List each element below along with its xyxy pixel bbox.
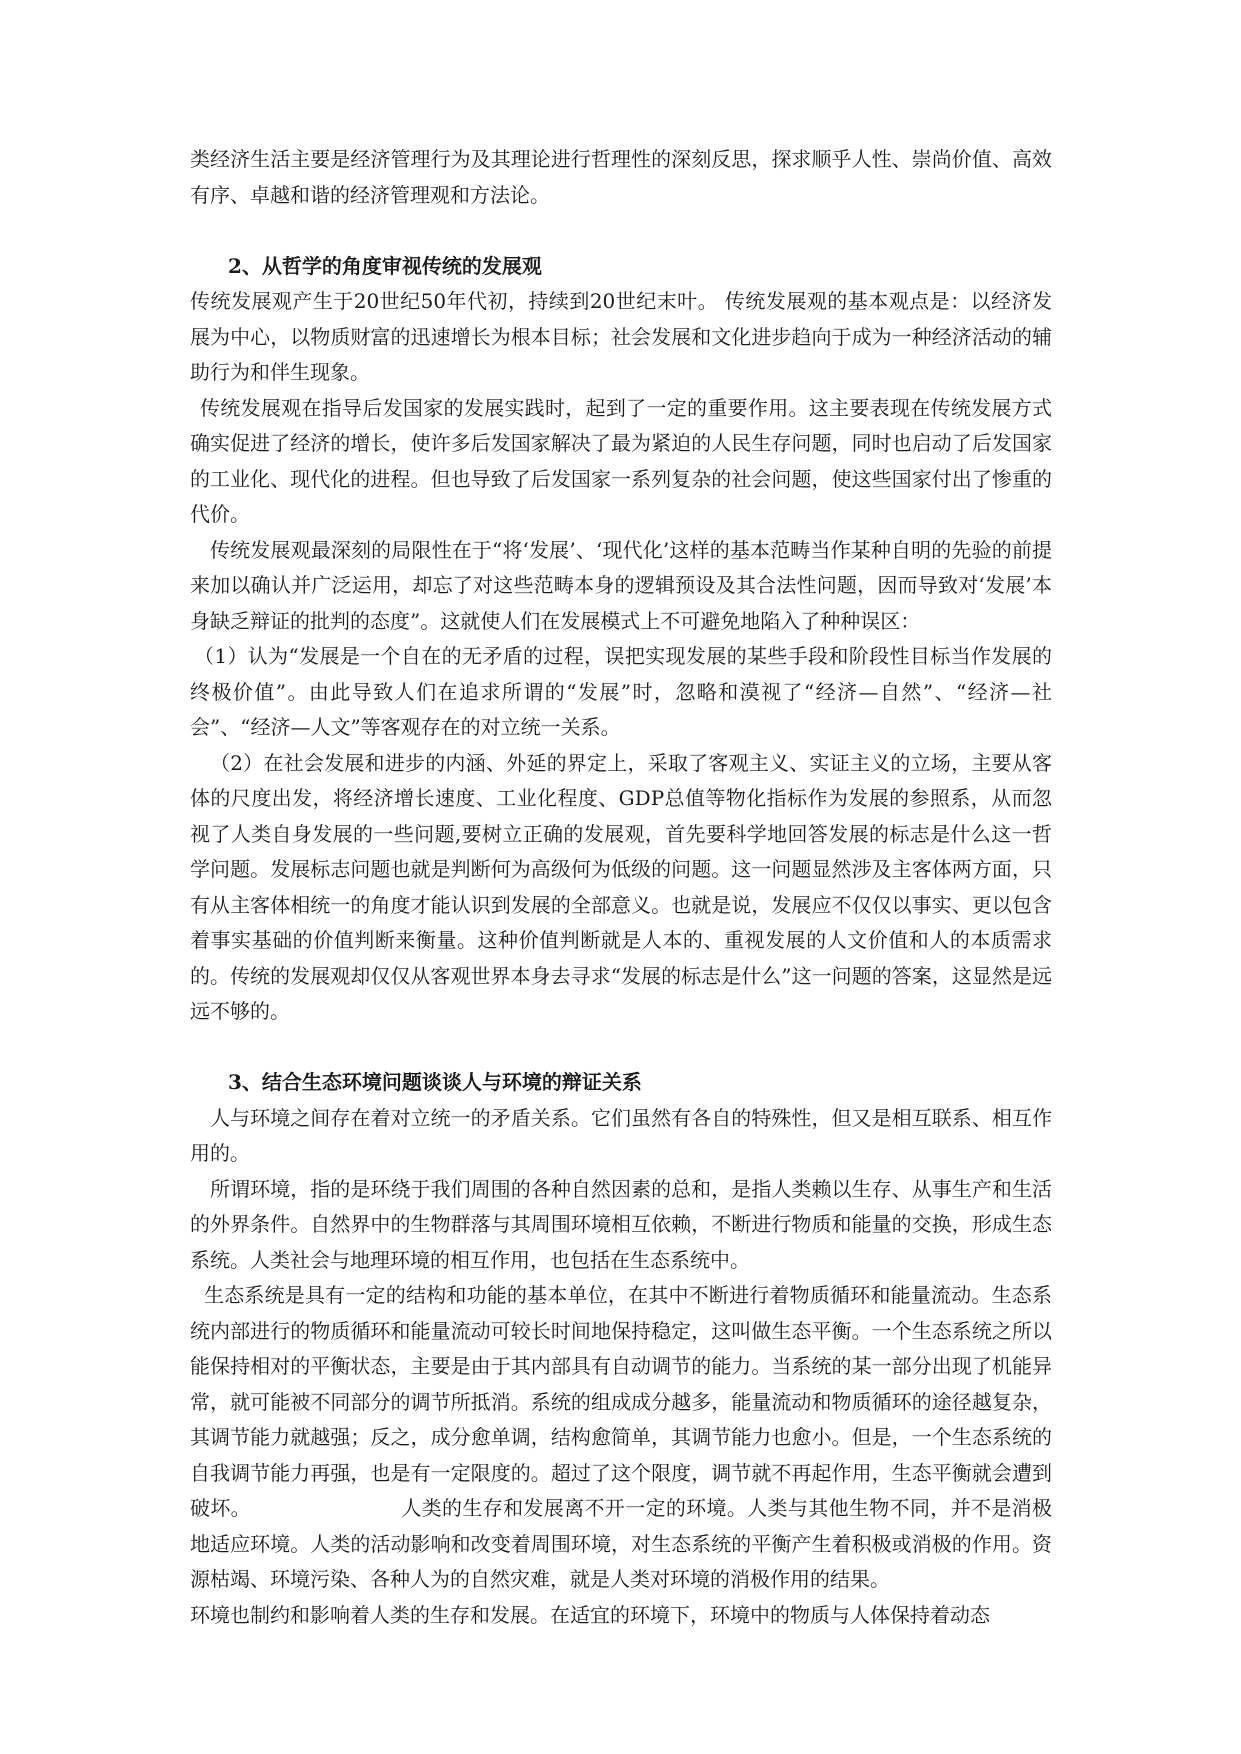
- section-2-paragraph-2: 传统发展观在指导后发国家的发展实践时，起到了一定的重要作用。这主要表现在传统发展方式确实促进了经济的增长，使许多后发国家解决了最为紧迫的人民生存问题，同时也启动了后发国家的工业化、现代化的进程。但也导致了后发国家一系列复杂的社会问题，使这些国家付出了惨重的代价。: [190, 395, 1052, 526]
- spacer: [190, 213, 1052, 249]
- section-3-paragraph-1: 人与环境之间存在着对立统一的矛盾关系。它们虽然有各自的特殊性，但又是相互联系、相互作用的。: [190, 1105, 1052, 1165]
- section-3-paragraph-3-part-1: 生态系统是具有一定的结构和功能的基本单位，在其中不断进行着物质循环和能量流动。生态系统内部进行的物质循环和能量流动可较长时间地保持稳定，这叫做生态平衡。一个生态系统之所以能保持相对的平衡状态，主要是由于其内部具有自动调节的能力。当系统的某一部分出现了机能异常，就可能被不同部分的调节所抵消。系统的组成成分越多，能量流动和物质循环的途径越复杂，其调节能力就越强；反之，成分愈单调，结构愈简单，其调节能力也愈小。但是，一个生态系统的自我调节能力再强，也是有一定限度的。超过了这个限度，调节就不再起作用，生态平衡就会遭到破坏。: [190, 1283, 1052, 1520]
- section-3-paragraph-3-part-2: 人类的生存和发展离不开一定的环境。人类与其他生物不同，并不是消极地适应环境。人类的活动影响和改变着周围环境，对生态系统的平衡产生着积极或消极的作用。资源枯竭、环境污染、各种人为的自然灾难，就是人类对环境的消极作用的结果。: [190, 1496, 1053, 1591]
- section-2-heading: 2、从哲学的角度审视传统的发展观: [228, 253, 542, 278]
- section-3-paragraph-3: [190, 1278, 1052, 1598]
- section-2-paragraph-1: 传统发展观产生于20世纪50年代初，持续到20世纪末叶。 传统发展观的基本观点是：以经济发展为中心，以物质财富的迅速增长为根本目标；社会发展和文化进步趋向于成为一种经济活动的辅助行为和伴生现象。: [190, 289, 1052, 384]
- section-2-paragraph-3: 传统发展观最深刻的局限性在于“将‘发展’、‘现代化’这样的基本范畴当作某种自明的先验的前提来加以确认并广泛运用，却忘了对这些范畴本身的逻辑预设及其合法性问题，因而导致对‘发展’本身缺乏辩证的批判的态度”。这就使人们在发展模式上不可避免地陷入了种种误区：: [190, 537, 1052, 633]
- section-3-paragraph-4: 环境也制约和影响着人类的生存和发展。在适宜的环境下，环境中的物质与人体保持着动态: [190, 1602, 990, 1627]
- section-2-paragraph-5: （2）在社会发展和进步的内涵、外延的界定上，采取了客观主义、实证主义的立场，主要从客体的尺度出发，将经济增长速度、工业化程度、GDP总值等物化指标作为发展的参照系，从而忽视了人类自身发展的一些问题,要树立正确的发展观，首先要科学地回答发展的标志是什么这一哲学问题。发展标志问题也就是判断何为高级何为低级的问题。这一问题显然涉及主客体两方面，只有从主客体相统一的角度才能认识到发展的全部意义。也就是说，发展应不仅仅以事实、更以包含着事实基础的价值判断来衡量。这种价值判断就是人本的、重视发展的人文价值和人的本质需求的。传统的发展观却仅仅从客观世界本身去寻求“发展的标志是什么”这一问题的答案，这显然是远远不够的。: [190, 750, 1052, 1023]
- intro-paragraph: 类经济生活主要是经济管理行为及其理论进行哲理性的深刻反思，探求顺乎人性、崇尚价值、高效有序、卓越和谐的经济管理观和方法论。: [190, 147, 1052, 207]
- section-3-heading: 3、结合生态环境问题谈谈人与环境的辩证关系: [228, 1070, 642, 1094]
- document-page: [190, 142, 1052, 1633]
- spacer: [190, 1030, 1052, 1066]
- section-2-paragraph-4: （1）认为“发展是一个自在的无矛盾的过程，误把实现发展的某些手段和阶段性目标当作发展的终极价值”。由此导致人们在追求所谓的“发展”时，忽略和漠视了“经济—自然”、“经济—社会”、“经济—人文”等客观存在的对立统一关系。: [190, 644, 1052, 739]
- section-3-paragraph-2: 所谓环境，指的是环绕于我们周围的各种自然因素的总和，是指人类赖以生存、从事生产和生活的外界条件。自然界中的生物群落与其周围环境相互依赖，不断进行物质和能量的交换，形成生态系统。人类社会与地理环境的相互作用，也包括在生态系统中。: [190, 1176, 1052, 1272]
